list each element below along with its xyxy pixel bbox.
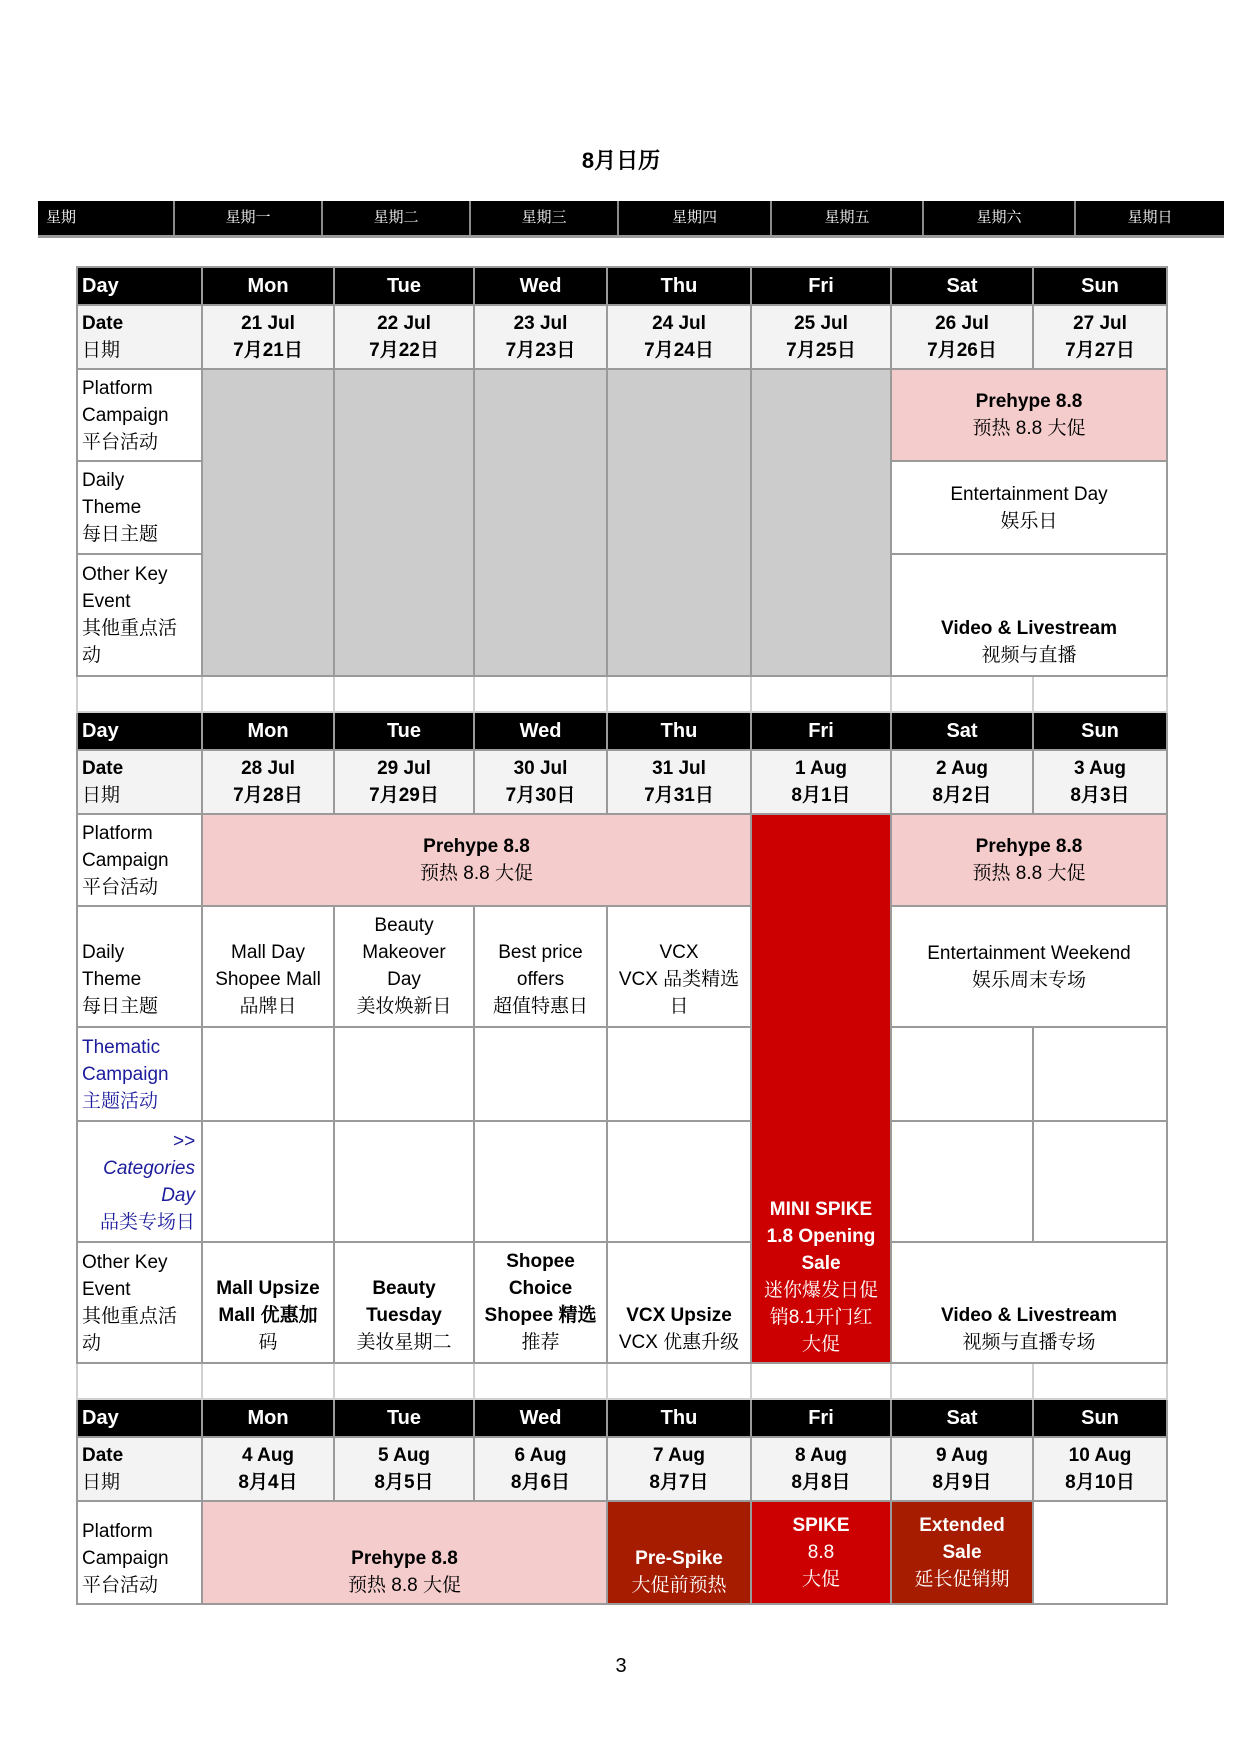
thematic-campaign-row <box>77 1027 1167 1121</box>
day-name: Tue <box>334 712 474 750</box>
date-cell: 2 Aug 8月2日 <box>891 750 1033 814</box>
extended-sale-campaign: Extended Sale 延长促销期 <box>891 1501 1033 1604</box>
date-cell: 1 Aug 8月1日 <box>751 750 891 814</box>
calendar-week-1 <box>76 266 1168 1605</box>
day-label: Day <box>77 267 202 305</box>
empty-cell <box>334 1027 474 1121</box>
platform-campaign-label: Platform Campaign 平台活动 <box>77 1501 202 1604</box>
daily-theme-label: Daily Theme 每日主题 <box>77 906 202 1027</box>
daily-theme-cell: VCX VCX 品类精选 日 <box>607 906 751 1027</box>
spacer-row <box>77 1363 1167 1399</box>
day-name: Wed <box>474 1399 607 1437</box>
other-key-event-row <box>77 1242 1167 1363</box>
day-name: Fri <box>751 1399 891 1437</box>
mini-spike-campaign: MINI SPIKE 1.8 Opening Sale 迷你爆发日促 销8.1开门红 大促 <box>751 814 891 1363</box>
page-number: 3 <box>615 1655 627 1677</box>
day-name: Sun <box>1033 1399 1167 1437</box>
day-name: Thu <box>607 267 751 305</box>
day-row <box>77 1399 1167 1437</box>
other-key-event-cell: Beauty Tuesday 美妆星期二 <box>334 1242 474 1363</box>
day-label: Day <box>77 712 202 750</box>
platform-campaign-label: Platform Campaign 平台活动 <box>77 369 202 461</box>
weekday-header-cell: 星期二 <box>323 201 471 235</box>
platform-campaign-row <box>77 814 1167 906</box>
empty-cell <box>607 1121 751 1242</box>
day-name: Fri <box>751 267 891 305</box>
other-key-event-cell: VCX Upsize VCX 优惠升级 <box>607 1242 751 1363</box>
weekday-header-bar <box>38 201 1224 238</box>
weekday-header-cell: 星期 <box>38 201 175 235</box>
daily-theme-cell: Best price offers 超值特惠日 <box>474 906 607 1027</box>
date-cell: 25 Jul 7月25日 <box>751 305 891 369</box>
spacer-row <box>77 676 1167 712</box>
platform-campaign-row <box>77 369 1167 461</box>
pre-spike-campaign: Pre-Spike 大促前预热 <box>607 1501 751 1604</box>
empty-cell <box>202 1027 334 1121</box>
empty-cell <box>202 1121 334 1242</box>
other-key-event-cell: Mall Upsize Mall 优惠加 码 <box>202 1242 334 1363</box>
video-livestream-event: Video & Livestream 视频与直播专场 <box>891 1242 1167 1363</box>
weekday-header-cell: 星期三 <box>471 201 619 235</box>
day-name: Sat <box>891 712 1033 750</box>
empty-cell <box>202 369 334 676</box>
date-cell: 5 Aug 8月5日 <box>334 1437 474 1501</box>
day-name: Tue <box>334 1399 474 1437</box>
spike-campaign: SPIKE 8.8 大促 <box>751 1501 891 1604</box>
date-cell: 23 Jul 7月23日 <box>474 305 607 369</box>
other-key-event-label: Other Key Event 其他重点活 动 <box>77 554 202 676</box>
empty-cell <box>474 369 607 676</box>
empty-cell <box>1033 1027 1167 1121</box>
date-cell: 22 Jul 7月22日 <box>334 305 474 369</box>
day-name: Sun <box>1033 267 1167 305</box>
date-cell: 9 Aug 8月9日 <box>891 1437 1033 1501</box>
empty-cell <box>1033 1121 1167 1242</box>
date-cell: 8 Aug 8月8日 <box>751 1437 891 1501</box>
day-name: Wed <box>474 267 607 305</box>
day-name: Tue <box>334 267 474 305</box>
empty-cell <box>751 369 891 676</box>
thematic-campaign-label: Thematic Campaign 主题活动 <box>77 1027 202 1121</box>
weekday-header-cell: 星期五 <box>772 201 924 235</box>
day-name: Sat <box>891 1399 1033 1437</box>
weekday-header-cell: 星期四 <box>619 201 772 235</box>
day-name: Mon <box>202 1399 334 1437</box>
date-cell: 10 Aug 8月10日 <box>1033 1437 1167 1501</box>
day-name: Mon <box>202 267 334 305</box>
empty-cell <box>334 369 474 676</box>
date-row <box>77 750 1167 814</box>
page-title: 8月日历 <box>581 148 661 173</box>
platform-campaign-label: Platform Campaign 平台活动 <box>77 814 202 906</box>
date-row <box>77 1437 1167 1501</box>
date-cell: 27 Jul 7月27日 <box>1033 305 1167 369</box>
date-label: Date 日期 <box>77 750 202 814</box>
weekday-header-cell: 星期一 <box>175 201 323 235</box>
date-cell: 3 Aug 8月3日 <box>1033 750 1167 814</box>
daily-theme-row <box>77 906 1167 1027</box>
date-label: Date 日期 <box>77 1437 202 1501</box>
day-name: Sat <box>891 267 1033 305</box>
day-name: Thu <box>607 712 751 750</box>
empty-cell <box>474 1121 607 1242</box>
prehype-campaign: Prehype 8.8 预热 8.8 大促 <box>202 1501 607 1604</box>
date-cell: 24 Jul 7月24日 <box>607 305 751 369</box>
day-label: Day <box>77 1399 202 1437</box>
day-name: Fri <box>751 712 891 750</box>
date-cell: 31 Jul 7月31日 <box>607 750 751 814</box>
empty-cell <box>607 369 751 676</box>
date-cell: 29 Jul 7月29日 <box>334 750 474 814</box>
date-cell: 28 Jul 7月28日 <box>202 750 334 814</box>
empty-cell <box>891 1121 1033 1242</box>
entertainment-day: Entertainment Day 娱乐日 <box>891 461 1167 554</box>
categories-day-label: >> Categories Day 品类专场日 <box>77 1121 202 1242</box>
daily-theme-cell: Mall Day Shopee Mall 品牌日 <box>202 906 334 1027</box>
day-row <box>77 267 1167 305</box>
empty-cell <box>891 1027 1033 1121</box>
date-label: Date 日期 <box>77 305 202 369</box>
day-name: Sun <box>1033 712 1167 750</box>
other-key-event-cell: Shopee Choice Shopee 精选 推荐 <box>474 1242 607 1363</box>
date-cell: 21 Jul 7月21日 <box>202 305 334 369</box>
day-name: Wed <box>474 712 607 750</box>
date-cell: 7 Aug 8月7日 <box>607 1437 751 1501</box>
day-name: Mon <box>202 712 334 750</box>
daily-theme-label: Daily Theme 每日主题 <box>77 461 202 554</box>
empty-cell <box>607 1027 751 1121</box>
prehype-campaign: Prehype 8.8 预热 8.8 大促 <box>202 814 751 906</box>
empty-cell <box>474 1027 607 1121</box>
weekday-header-cell: 星期六 <box>924 201 1076 235</box>
day-name: Thu <box>607 1399 751 1437</box>
other-key-event-label: Other Key Event 其他重点活 动 <box>77 1242 202 1363</box>
date-cell: 30 Jul 7月30日 <box>474 750 607 814</box>
entertainment-weekend: Entertainment Weekend 娱乐周末专场 <box>891 906 1167 1027</box>
daily-theme-cell: Beauty Makeover Day 美妆焕新日 <box>334 906 474 1027</box>
categories-day-row <box>77 1121 1167 1242</box>
date-row <box>77 305 1167 369</box>
date-cell: 6 Aug 8月6日 <box>474 1437 607 1501</box>
empty-cell <box>1033 1501 1167 1604</box>
date-cell: 26 Jul 7月26日 <box>891 305 1033 369</box>
prehype-campaign: Prehype 8.8 预热 8.8 大促 <box>891 369 1167 461</box>
platform-campaign-row <box>77 1501 1167 1604</box>
date-cell: 4 Aug 8月4日 <box>202 1437 334 1501</box>
video-livestream-event: Video & Livestream 视频与直播 <box>891 554 1167 676</box>
prehype-campaign: Prehype 8.8 预热 8.8 大促 <box>891 814 1167 906</box>
empty-cell <box>334 1121 474 1242</box>
weekday-header-cell: 星期日 <box>1127 209 1173 226</box>
day-row <box>77 712 1167 750</box>
